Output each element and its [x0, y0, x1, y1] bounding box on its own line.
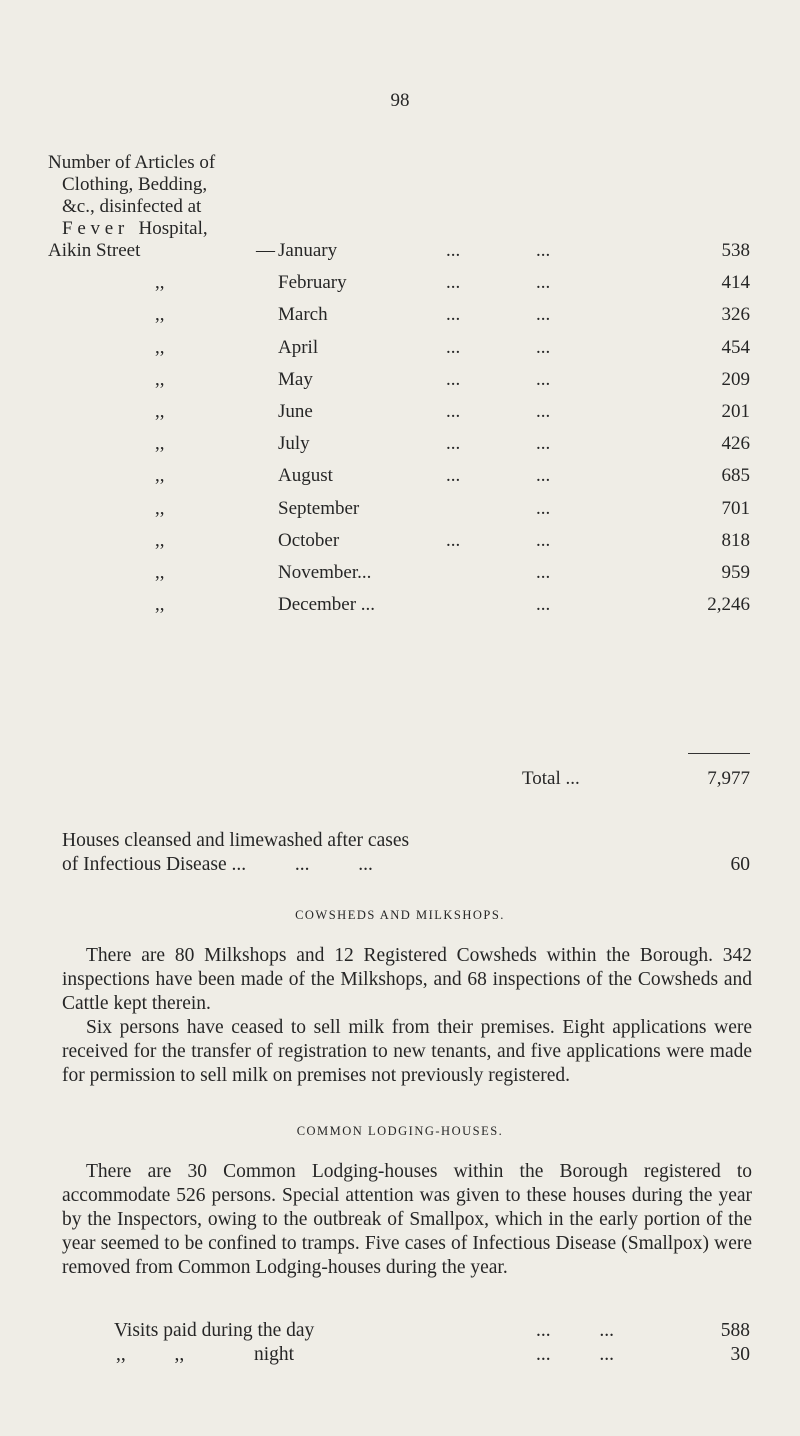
month-leader: ...	[536, 240, 551, 261]
month-name: March	[278, 304, 328, 326]
month-name: December ...	[278, 594, 376, 616]
visits-day-label: Visits paid during the day	[114, 1320, 315, 1341]
visits-night-leader: ... ...	[536, 1344, 614, 1365]
ditto-mark: ,,	[155, 497, 165, 519]
disinfection-heading-line-3: &c., disinfected at	[62, 196, 202, 217]
month-row	[0, 433, 800, 465]
ditto-mark: ,,	[155, 304, 165, 326]
total-value: 7,977	[707, 768, 750, 789]
month-dots: ...	[446, 529, 461, 551]
month-name: May	[278, 368, 313, 390]
ditto-mark: ,,	[155, 401, 165, 422]
month-row	[0, 304, 800, 336]
month-dots: ...	[446, 304, 461, 326]
month-row	[0, 272, 800, 304]
cowsheds-paragraph-1: There are 80 Milkshops and 12 Registered Cowsheds within the Borough. 342 inspections have been made of the Milkshops, and 68 inspections of the Cowsheds and Cattle kept therein.	[62, 945, 752, 1014]
month-name: September	[278, 497, 360, 519]
ditto-mark: ,,	[155, 368, 165, 390]
month-leader: ...	[536, 433, 551, 455]
month-value: 701	[721, 497, 750, 519]
ditto-mark: ,,	[155, 594, 165, 616]
location-label: Aikin Street	[48, 240, 141, 261]
month-leader: ...	[536, 594, 551, 616]
month-value: 2,246	[707, 594, 750, 616]
month-leader: ...	[536, 562, 551, 583]
cowsheds-section	[62, 944, 752, 1088]
month-value: 201	[721, 401, 750, 422]
month-value: 538	[721, 240, 750, 261]
ditto-mark: ,,	[155, 336, 165, 358]
month-row	[0, 498, 800, 530]
dash: —	[256, 240, 275, 261]
houses-line-1: Houses cleansed and limewashed after cases	[62, 830, 410, 851]
month-leader: ...	[536, 497, 551, 519]
month-leader: ...	[536, 465, 551, 487]
month-dots: ...	[446, 465, 461, 487]
lodging-section	[62, 1160, 752, 1280]
houses-line-2: of Infectious Disease ... ... ...	[62, 854, 373, 875]
month-leader: ...	[536, 529, 551, 551]
month-value: 685	[721, 465, 750, 487]
visits-night-label: night	[254, 1344, 295, 1365]
page-number: 98	[390, 90, 410, 111]
month-dots: ...	[446, 368, 461, 390]
visits-day-leader: ... ...	[536, 1320, 614, 1341]
month-value: 454	[721, 336, 750, 358]
cowsheds-heading: COWSHEDS AND MILKSHOPS.	[295, 908, 505, 922]
month-value: 414	[721, 272, 750, 294]
month-leader: ...	[536, 272, 551, 294]
month-row	[0, 369, 800, 401]
disinfection-heading-line-1: Number of Articles of	[48, 152, 216, 173]
month-row	[0, 465, 800, 497]
month-value: 818	[721, 529, 750, 551]
month-dots: ...	[446, 433, 461, 455]
ditto-mark: ,,	[155, 272, 165, 294]
month-dots: ...	[446, 401, 461, 422]
month-value: 209	[721, 368, 750, 390]
visits-day-value: 588	[720, 1320, 750, 1341]
visits-night-ditto: ,, ,,	[116, 1344, 185, 1365]
lodging-heading: COMMON LODGING-HOUSES.	[296, 1124, 504, 1138]
month-name: August	[278, 465, 333, 487]
month-leader: ...	[536, 304, 551, 326]
ditto-mark: ,,	[155, 465, 165, 487]
month-dots: ...	[446, 272, 461, 294]
ditto-mark: ,,	[155, 433, 165, 455]
visits-night-value: 30	[730, 1344, 750, 1365]
total-rule	[688, 753, 750, 754]
month-dots: ...	[446, 240, 461, 261]
month-name: February	[278, 272, 347, 294]
month-name: October	[278, 529, 340, 551]
month-dots: ...	[446, 336, 461, 358]
month-row	[0, 337, 800, 369]
month-row	[0, 401, 800, 433]
month-row	[0, 562, 800, 594]
lodging-paragraph-1: There are 30 Common Lodging-houses within the Borough registered to accommodate 526 persons. Special attention was given to these houses during the year by the Inspectors, owing to the outbreak of Smallpox, which in the early portion of the year seemed to be confined to tramps. Five cases of Infectious Disease (Smallpox) were removed from Common Lodging-houses during the year.	[62, 1161, 752, 1278]
month-name: November...	[278, 562, 372, 583]
month-leader: ...	[536, 336, 551, 358]
month-name: July	[278, 433, 310, 455]
month-name: June	[278, 401, 313, 422]
disinfection-heading-line-4: F e v e r Hospital,	[62, 218, 208, 239]
ditto-mark: ,,	[155, 529, 165, 551]
month-value: 959	[721, 562, 750, 583]
month-value: 326	[721, 304, 750, 326]
disinfection-heading-line-2: Clothing, Bedding,	[62, 174, 208, 195]
month-leader: ...	[536, 368, 551, 390]
month-row	[0, 240, 800, 272]
houses-value: 60	[730, 854, 750, 875]
month-row	[0, 530, 800, 562]
month-value: 426	[721, 433, 750, 455]
ditto-mark: ,,	[155, 562, 165, 583]
month-leader: ...	[536, 401, 551, 422]
month-name: January	[278, 240, 338, 261]
month-row	[0, 594, 800, 626]
total-label: Total ...	[522, 768, 580, 789]
month-name: April	[278, 336, 319, 358]
cowsheds-paragraph-2: Six persons have ceased to sell milk from their premises. Eight applications were received for the transfer of registration to new tenants, and five applications were made for permission to sell milk on premises not previously registered.	[62, 1017, 752, 1086]
